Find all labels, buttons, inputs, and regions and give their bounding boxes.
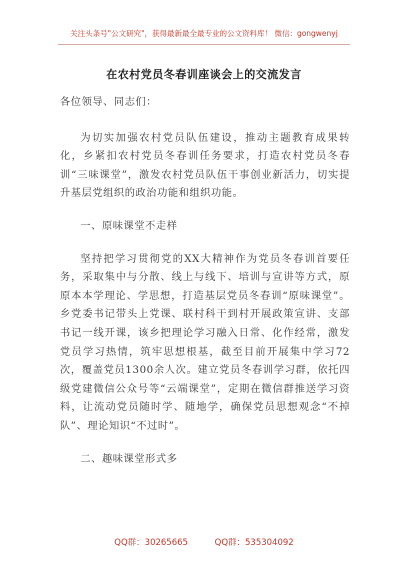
header-banner: 关注头条号"公文研究"，获得最新最全最专业的公文资料库！ 微信：gongwenyj bbox=[70, 29, 338, 38]
document-title: 在农村党员冬春训座谈会上的交流发言 bbox=[106, 68, 302, 81]
footer-contact bbox=[0, 536, 408, 548]
section-heading-1: 一、原味课堂不走样 bbox=[80, 220, 178, 232]
document-body bbox=[60, 94, 350, 483]
greeting: 各位领导、同志们： bbox=[60, 97, 158, 108]
section-heading-2: 二、趣味课堂形式多 bbox=[80, 453, 178, 465]
footer-qq-group-1: QQ群：30265665 bbox=[114, 538, 188, 548]
intro-paragraph: 为切实加强农村党员队伍建设，推动主题教育成果转化，乡紧扣农村党员冬春训任务要求，打造农村党员冬春训“三味课堂”，激发农村党员队伍干事创业新活力，切实提升基层党组织的政治功能和组织功能。 bbox=[60, 132, 350, 200]
footer-qq-group-2: QQ群：535304092 bbox=[214, 538, 294, 548]
section-1-paragraph: 坚持把学习贯彻党的XX大精神作为党员冬春训首要任务，采取集中与分散、线上与线下、培训与宣讲等方式，原原本本学理论、学思想，打造基层党员冬春训“原味课堂”。乡党委书记带头上党课、联村科干到村开展政策宣讲、支部书记一线开课，该乡把理论学习融入日常、化作经常，激发党员学习热情，筑牢思想根基，截至目前开展集中学习72次，覆盖党员1300余人次。建立党员冬春训学习群，依托四级党建微信公众号等“云端课堂”，定期在微信群推送学习资料，让流动党员随时学、随地学，确保党员思想观念“不掉队”、理论知识“不过时”。 bbox=[60, 253, 350, 432]
header-divider bbox=[58, 44, 350, 45]
